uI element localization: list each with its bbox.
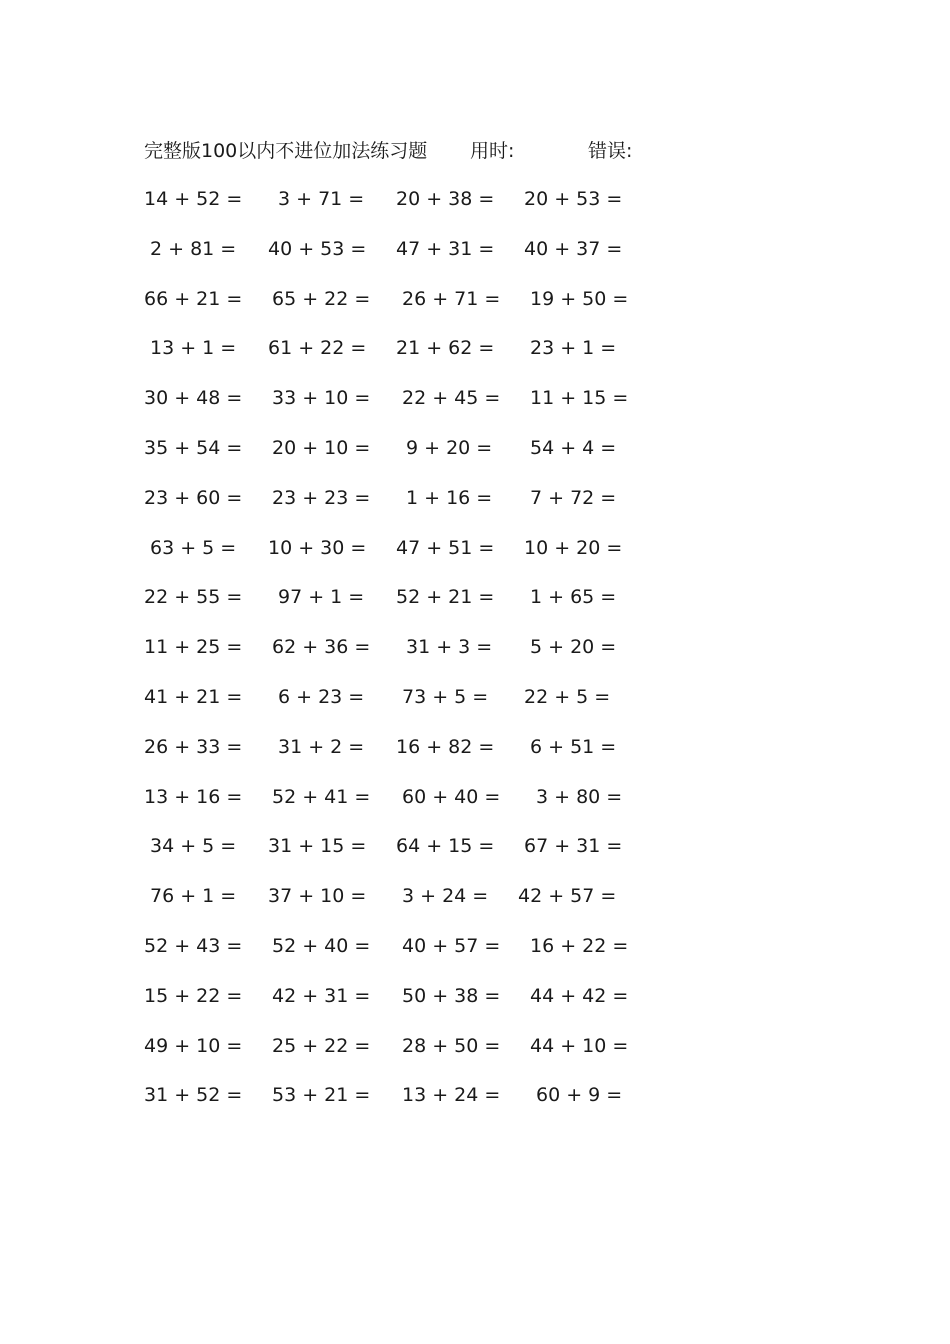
addition-problem: 47 + 31 =: [396, 237, 495, 260]
addition-problem: 3 + 24 =: [402, 885, 489, 908]
addition-problem: 31 + 52 =: [144, 1084, 243, 1107]
problem-grid: [0, 184, 950, 1130]
addition-problem: 16 + 22 =: [530, 934, 629, 957]
addition-problem: 63 + 5 =: [150, 536, 237, 559]
addition-problem: 41 + 21 =: [144, 685, 243, 708]
addition-problem: 19 + 50 =: [530, 287, 629, 310]
addition-problem: 26 + 71 =: [402, 287, 501, 310]
addition-problem: 44 + 42 =: [530, 984, 629, 1007]
addition-problem: 28 + 50 =: [402, 1034, 501, 1057]
problem-row: [0, 184, 950, 234]
addition-problem: 49 + 10 =: [144, 1034, 243, 1057]
addition-problem: 25 + 22 =: [272, 1034, 371, 1057]
addition-problem: 31 + 3 =: [406, 636, 493, 659]
addition-problem: 11 + 15 =: [530, 387, 629, 410]
addition-problem: 60 + 40 =: [402, 785, 501, 808]
addition-problem: 5 + 20 =: [530, 636, 617, 659]
addition-problem: 6 + 51 =: [530, 735, 617, 758]
problem-row: [0, 284, 950, 334]
addition-problem: 23 + 23 =: [272, 486, 371, 509]
addition-problem: 33 + 10 =: [272, 387, 371, 410]
problem-row: [0, 483, 950, 533]
addition-problem: 31 + 15 =: [268, 835, 367, 858]
problem-row: [0, 782, 950, 832]
addition-problem: 52 + 21 =: [396, 586, 495, 609]
addition-problem: 35 + 54 =: [144, 436, 243, 459]
addition-problem: 13 + 16 =: [144, 785, 243, 808]
addition-problem: 37 + 10 =: [268, 885, 367, 908]
problem-row: [0, 682, 950, 732]
addition-problem: 22 + 55 =: [144, 586, 243, 609]
addition-problem: 61 + 22 =: [268, 337, 367, 360]
addition-problem: 1 + 65 =: [530, 586, 617, 609]
addition-problem: 10 + 20 =: [524, 536, 623, 559]
addition-problem: 13 + 1 =: [150, 337, 237, 360]
addition-problem: 31 + 2 =: [278, 735, 365, 758]
addition-problem: 26 + 33 =: [144, 735, 243, 758]
addition-problem: 22 + 5 =: [524, 685, 611, 708]
problem-row: [0, 234, 950, 284]
problem-row: [0, 881, 950, 931]
addition-problem: 50 + 38 =: [402, 984, 501, 1007]
worksheet-title: 完整版100以内不进位加法练习题: [144, 140, 428, 162]
problem-row: [0, 333, 950, 383]
problem-row: [0, 433, 950, 483]
addition-problem: 20 + 53 =: [524, 188, 623, 210]
addition-problem: 76 + 1 =: [150, 885, 237, 908]
addition-problem: 23 + 1 =: [530, 337, 617, 360]
addition-problem: 30 + 48 =: [144, 387, 243, 410]
addition-problem: 14 + 52 =: [144, 188, 243, 210]
addition-problem: 97 + 1 =: [278, 586, 365, 609]
addition-problem: 15 + 22 =: [144, 984, 243, 1007]
problem-row: [0, 383, 950, 433]
addition-problem: 23 + 60 =: [144, 486, 243, 509]
addition-problem: 9 + 20 =: [406, 436, 493, 459]
addition-problem: 64 + 15 =: [396, 835, 495, 858]
addition-problem: 22 + 45 =: [402, 387, 501, 410]
addition-problem: 20 + 38 =: [396, 188, 495, 210]
addition-problem: 11 + 25 =: [144, 636, 243, 659]
addition-problem: 62 + 36 =: [272, 636, 371, 659]
addition-problem: 2 + 81 =: [150, 237, 237, 260]
addition-problem: 66 + 21 =: [144, 287, 243, 310]
addition-problem: 1 + 16 =: [406, 486, 493, 509]
addition-problem: 40 + 53 =: [268, 237, 367, 260]
problem-row: [0, 981, 950, 1031]
addition-problem: 40 + 37 =: [524, 237, 623, 260]
addition-problem: 54 + 4 =: [530, 436, 617, 459]
addition-problem: 10 + 30 =: [268, 536, 367, 559]
addition-problem: 47 + 51 =: [396, 536, 495, 559]
addition-problem: 7 + 72 =: [530, 486, 617, 509]
addition-problem: 3 + 71 =: [278, 188, 365, 210]
addition-problem: 6 + 23 =: [278, 685, 365, 708]
problem-row: [0, 1031, 950, 1081]
problem-row: [0, 632, 950, 682]
addition-problem: 3 + 80 =: [536, 785, 623, 808]
addition-problem: 42 + 57 =: [518, 885, 617, 908]
addition-problem: 52 + 40 =: [272, 934, 371, 957]
addition-problem: 21 + 62 =: [396, 337, 495, 360]
problem-row: [0, 831, 950, 881]
problem-row: [0, 533, 950, 583]
addition-problem: 13 + 24 =: [402, 1084, 501, 1107]
problem-row: [0, 732, 950, 782]
problem-row: [0, 582, 950, 632]
error-label: 错误:: [588, 140, 633, 162]
addition-problem: 34 + 5 =: [150, 835, 237, 858]
addition-problem: 16 + 82 =: [396, 735, 495, 758]
time-label: 用时:: [470, 140, 515, 162]
addition-problem: 40 + 57 =: [402, 934, 501, 957]
problem-row: [0, 1080, 950, 1130]
addition-problem: 44 + 10 =: [530, 1034, 629, 1057]
addition-problem: 42 + 31 =: [272, 984, 371, 1007]
addition-problem: 52 + 43 =: [144, 934, 243, 957]
addition-problem: 60 + 9 =: [536, 1084, 623, 1107]
addition-problem: 73 + 5 =: [402, 685, 489, 708]
addition-problem: 65 + 22 =: [272, 287, 371, 310]
problem-row: [0, 931, 950, 981]
addition-problem: 53 + 21 =: [272, 1084, 371, 1107]
addition-problem: 20 + 10 =: [272, 436, 371, 459]
addition-problem: 67 + 31 =: [524, 835, 623, 858]
addition-problem: 52 + 41 =: [272, 785, 371, 808]
